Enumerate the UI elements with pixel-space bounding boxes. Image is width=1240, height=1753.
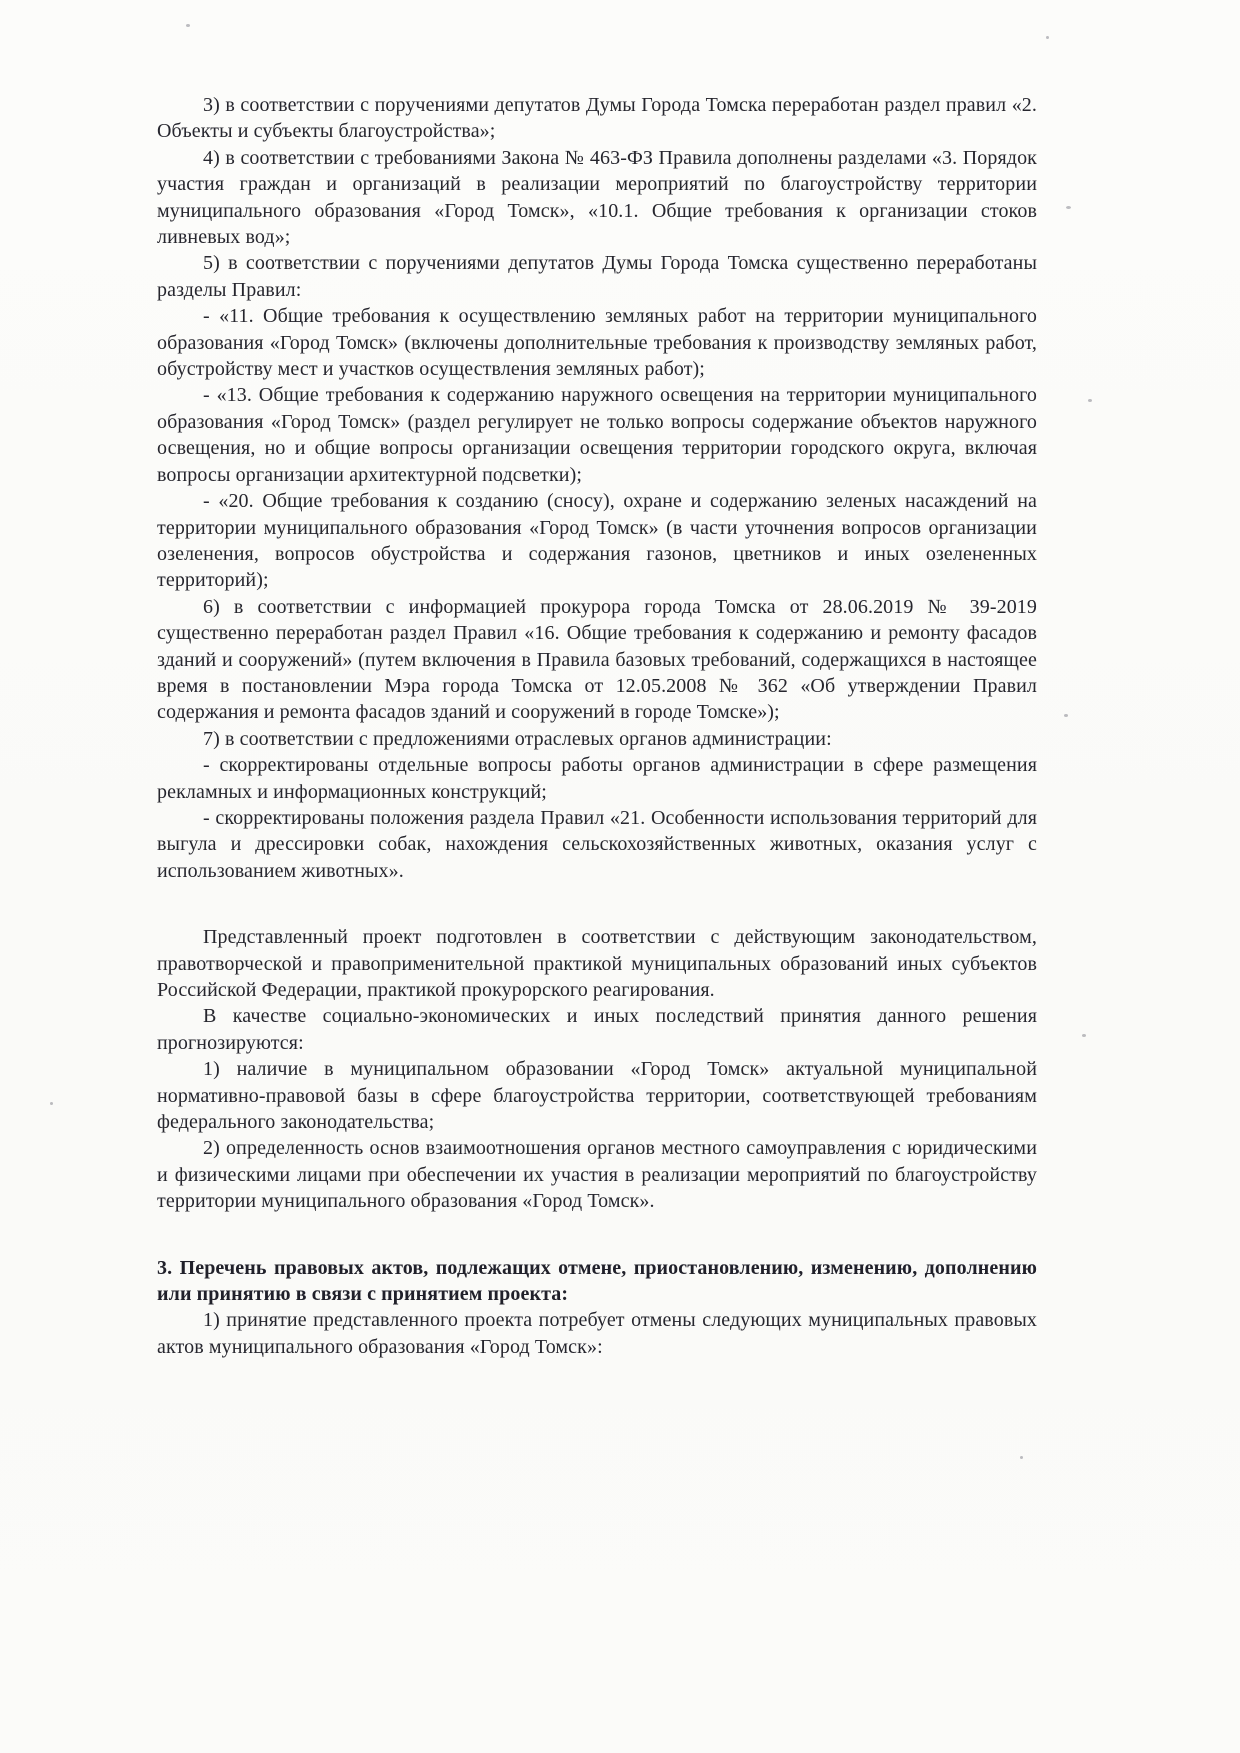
paragraph-subitem-ads: - скорректированы отдельные вопросы работы органов администрации в сфере размещения рекламных и информационных конструкций; bbox=[157, 754, 1037, 803]
paragraph-subitem-13: - «13. Общие требования к содержанию наружного освещения на территории муниципального образования «Город Томск» (раздел регулирует не только вопросы содержание объектов наружного освещения, но и общие вопросы организации освещения территории городского округа, включая вопросы организации архитектурной подсветки); bbox=[157, 384, 1037, 486]
paragraph-subitem-11: - «11. Общие требования к осуществлению земляных работ на территории муниципального образования «Город Томск» (включены дополнительные требования к производству земляных работ, обустройству мест и участков осуществления земляных работ); bbox=[157, 305, 1037, 381]
paragraph-item-4: 4) в соответствии с требованиями Закона № 463-ФЗ Правила дополнены разделами «3. Порядок участия граждан и организаций в реализации мероприятий по благоустройству территории муниципального образования «Город Томск», «10.1. Общие требования к организации стоков ливневых вод»; bbox=[157, 146, 1037, 249]
paragraph-consequence-1: 1) наличие в муниципальном образовании «Город Томск» актуальной муниципальной нормативно-правовой базы в сфере благоустройства территории, соответствующей требованиям федерального законодательства; bbox=[157, 1058, 1037, 1134]
paragraph-item-7: 7) в соответствии с предложениями отраслевых органов администрации: bbox=[203, 727, 832, 750]
paragraph-project-basis: Представленный проект подготовлен в соответствии с действующим законодательством, правотворческой и правоприменительной практикой муниципальных образований иных субъектов Российской Федерации, практикой прокурорского реагирования. bbox=[157, 926, 1037, 1001]
scan-speckle bbox=[186, 24, 190, 27]
paragraph-subitem-animals: - скорректированы положения раздела Правил «21. Особенности использования территорий для выгула и дрессировки собак, нахождения сельскохозяйственных животных, оказания услуг с использованием животных». bbox=[157, 806, 1037, 882]
paragraph-consequence-2: 2) определенность основ взаимоотношения органов местного самоуправления с юридическими и физическими лицами при обеспечении их участия в реализации мероприятий по благоустройству территории муниципального образования «Город Томск». bbox=[157, 1137, 1037, 1213]
scan-speckle bbox=[50, 1102, 53, 1105]
scan-speckle bbox=[1082, 1034, 1086, 1037]
scan-speckle bbox=[1088, 399, 1092, 402]
paragraph-consequences-intro: В качестве социально-экономических и иных последствий принятия данного решения прогнозируются: bbox=[157, 1005, 1037, 1054]
scan-speckle bbox=[1064, 714, 1068, 717]
scan-speckle bbox=[1020, 1456, 1023, 1459]
paragraph-item-5: 5) в соответствии с поручениями депутатов Думы Города Томска существенно переработаны разделы Правил: bbox=[157, 252, 1037, 301]
scan-speckle bbox=[1066, 206, 1071, 209]
section-heading-3: 3. Перечень правовых актов, подлежащих отмене, приостановлению, изменению, дополнению или принятию в связи с принятием проекта: bbox=[157, 1256, 1037, 1306]
paragraph-repeal-intro: 1) принятие представленного проекта потребует отмены следующих муниципальных правовых актов муниципального образования «Город Томск»: bbox=[157, 1309, 1037, 1358]
document-text-block bbox=[157, 92, 1037, 1360]
paragraph-subitem-20: - «20. Общие требования к созданию (сносу), охране и содержанию зеленых насаждений на территории муниципального образования «Город Томск» (в части уточнения вопросов организации озеленения, вопросов обустройства и содержания газонов, цветников и иных озелененных территорий); bbox=[157, 490, 1037, 592]
paragraph-item-3: 3) в соответствии с поручениями депутатов Думы Города Томска переработан раздел правил «2. Объекты и субъекты благоустройства»; bbox=[157, 94, 1037, 143]
paragraph-item-6: 6) в соответствии с информацией прокурора города Томска от 28.06.2019 № 39-2019 существенно переработан раздел Правил «16. Общие требования к содержанию и ремонту фасадов зданий и сооружений» (путем включения в Правила базовых требований, содержащихся в настоящее время в постановлении Мэра города Томска от 12.05.2008 № 362 «Об утверждении Правил содержания и ремонта фасадов зданий и сооружений в городе Томске»); bbox=[157, 595, 1037, 724]
scan-speckle bbox=[1046, 36, 1049, 39]
